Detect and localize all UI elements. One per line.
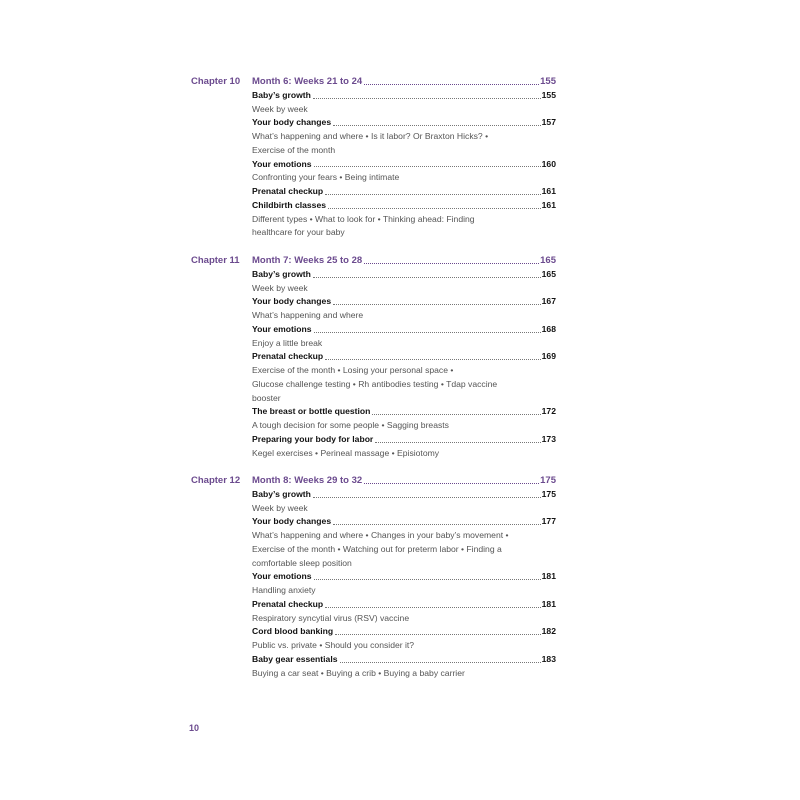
dot-leader	[375, 442, 540, 443]
toc-entry-description: Week by week	[252, 103, 308, 114]
toc-entry-page: 173	[541, 433, 556, 444]
toc-entry-page: 172	[541, 406, 556, 417]
dot-leader	[364, 84, 539, 85]
chapter-title: Month 6: Weeks 21 to 24	[252, 76, 363, 87]
toc-entry-link[interactable]	[252, 433, 556, 447]
toc-entry-page: 160	[541, 158, 556, 169]
dot-leader	[364, 263, 539, 264]
chapter-label: Chapter 11	[191, 255, 240, 266]
toc-entry-title: Your body changes	[252, 516, 332, 527]
dot-leader	[313, 98, 541, 99]
dot-leader	[333, 304, 541, 305]
toc-entry-link[interactable]	[252, 625, 556, 639]
dot-leader	[325, 359, 540, 360]
toc-entry-link[interactable]	[252, 185, 556, 199]
toc-entry-description: Exercise of the month	[252, 144, 336, 155]
toc-entry-description: Buying a car seat • Buying a crib • Buying a baby carrier	[252, 667, 465, 678]
toc-entry-page: 168	[541, 323, 556, 334]
toc-entry-link[interactable]	[252, 268, 556, 282]
toc-entry-description: healthcare for your baby	[252, 227, 345, 238]
toc-entry-description: What’s happening and where • Changes in your baby’s movement •	[252, 530, 509, 540]
toc-entry-page: 181	[541, 598, 556, 609]
toc-entry-description: Glucose challenge testing • Rh antibodies testing • Tdap vaccine	[252, 378, 498, 389]
toc-entry-title: Prenatal checkup	[252, 351, 324, 362]
toc-entry-page: 167	[541, 296, 556, 307]
chapter-title: Month 7: Weeks 25 to 28	[252, 255, 363, 266]
toc-entry-description: A tough decision for some people • Sagging breasts	[252, 420, 449, 430]
toc-entry-link[interactable]	[252, 515, 556, 529]
dot-leader	[335, 634, 541, 635]
dot-leader	[313, 277, 541, 278]
toc-entry-link[interactable]	[252, 158, 556, 172]
toc-entry-page: 181	[541, 571, 556, 582]
toc-entry-title: The breast or bottle question	[252, 406, 371, 417]
toc-entry-link[interactable]	[252, 488, 556, 502]
toc-entry-title: Baby’s growth	[252, 268, 311, 279]
chapter-title-link[interactable]	[252, 474, 556, 488]
toc-entry-title: Your emotions	[252, 571, 312, 582]
toc-entry-link[interactable]	[252, 89, 556, 103]
chapter-title: Month 8: Weeks 29 to 32	[252, 475, 363, 486]
toc-entry-page: 177	[541, 516, 556, 527]
chapter-page: 175	[540, 475, 556, 486]
chapter-entries	[252, 254, 556, 460]
toc-entry-title: Your body changes	[252, 296, 332, 307]
dot-leader	[333, 125, 541, 126]
toc-entry-page: 157	[541, 117, 556, 128]
toc-entry-title: Prenatal checkup	[252, 186, 324, 196]
toc-entry-description: booster	[252, 392, 281, 403]
toc-entry-description: Exercise of the month • Watching out for preterm labor • Finding a	[252, 543, 502, 554]
page-number: 10	[189, 723, 200, 733]
toc-entry-page: 183	[541, 653, 556, 664]
toc-entry-page: 161	[541, 186, 556, 196]
dot-leader	[325, 607, 540, 608]
toc-entry-link[interactable]	[252, 653, 556, 667]
toc-entry-title: Childbirth classes	[252, 199, 327, 210]
toc-entry-description: Week by week	[252, 502, 308, 513]
toc-entry-description: What’s happening and where • Is it labor? Or Braxton Hicks? •	[252, 131, 489, 141]
toc-entry-title: Your emotions	[252, 158, 312, 169]
toc-entry-link[interactable]	[252, 116, 556, 130]
toc-entry-link[interactable]	[252, 405, 556, 419]
chapter-entries	[252, 474, 556, 680]
toc-entry-link[interactable]	[252, 199, 556, 213]
toc-entry-page: 175	[541, 488, 556, 499]
toc-entry-title: Baby gear essentials	[252, 653, 338, 664]
dot-leader	[328, 208, 541, 209]
toc-entry-page: 182	[541, 626, 556, 637]
toc-entry-title: Baby’s growth	[252, 488, 311, 499]
chapter-entries	[252, 75, 556, 240]
dot-leader	[314, 166, 541, 167]
toc-entry-title: Baby’s growth	[252, 89, 311, 100]
chapter-page: 155	[540, 76, 556, 87]
toc-entry-title: Your body changes	[252, 117, 332, 128]
toc-entry-page: 155	[541, 89, 556, 100]
toc-entry-description: Exercise of the month • Losing your personal space •	[252, 365, 454, 375]
toc-entry-page: 161	[541, 199, 556, 210]
dot-leader	[333, 524, 541, 525]
toc-entry-description: Enjoy a little break	[252, 337, 323, 348]
chapter-page: 165	[540, 255, 556, 266]
toc-entry-link[interactable]	[252, 598, 556, 612]
toc-entry-description: Handling anxiety	[252, 585, 316, 595]
dot-leader	[364, 483, 539, 484]
chapter-title-link[interactable]	[252, 254, 556, 268]
toc-entry-description: comfortable sleep position	[252, 557, 352, 568]
toc-entry-page: 165	[541, 268, 556, 279]
toc-entry-link[interactable]	[252, 295, 556, 309]
toc-entry-title: Your emotions	[252, 323, 312, 334]
toc-entry-description: Respiratory syncytial virus (RSV) vaccine	[252, 612, 410, 623]
toc-entry-description: What’s happening and where	[252, 310, 364, 320]
chapter-label: Chapter 10	[191, 76, 241, 87]
dot-leader	[372, 414, 540, 415]
toc-entry-description: Week by week	[252, 282, 308, 293]
dot-leader	[314, 332, 541, 333]
chapter-title-link[interactable]	[252, 75, 556, 89]
toc-entry-link[interactable]	[252, 323, 556, 337]
chapter-label: Chapter 12	[191, 475, 241, 486]
toc-entry-title: Preparing your body for labor	[252, 433, 374, 444]
dot-leader	[313, 497, 541, 498]
toc-entry-description: Confronting your fears • Being intimate	[252, 172, 400, 183]
dot-leader	[325, 194, 540, 195]
toc-entry-description: Different types • What to look for • Thinking ahead: Finding	[252, 213, 475, 224]
dot-leader	[314, 579, 541, 580]
toc-entry-description: Public vs. private • Should you consider it?	[252, 640, 415, 650]
toc-entry-title: Cord blood banking	[252, 626, 334, 637]
toc-entry-link[interactable]	[252, 570, 556, 584]
toc-entry-title: Prenatal checkup	[252, 598, 324, 609]
toc-entry-link[interactable]	[252, 350, 556, 364]
toc-entry-page: 169	[541, 351, 556, 362]
dot-leader	[340, 662, 541, 663]
toc-entry-description: Kegel exercises • Perineal massage • Episiotomy	[252, 447, 440, 458]
